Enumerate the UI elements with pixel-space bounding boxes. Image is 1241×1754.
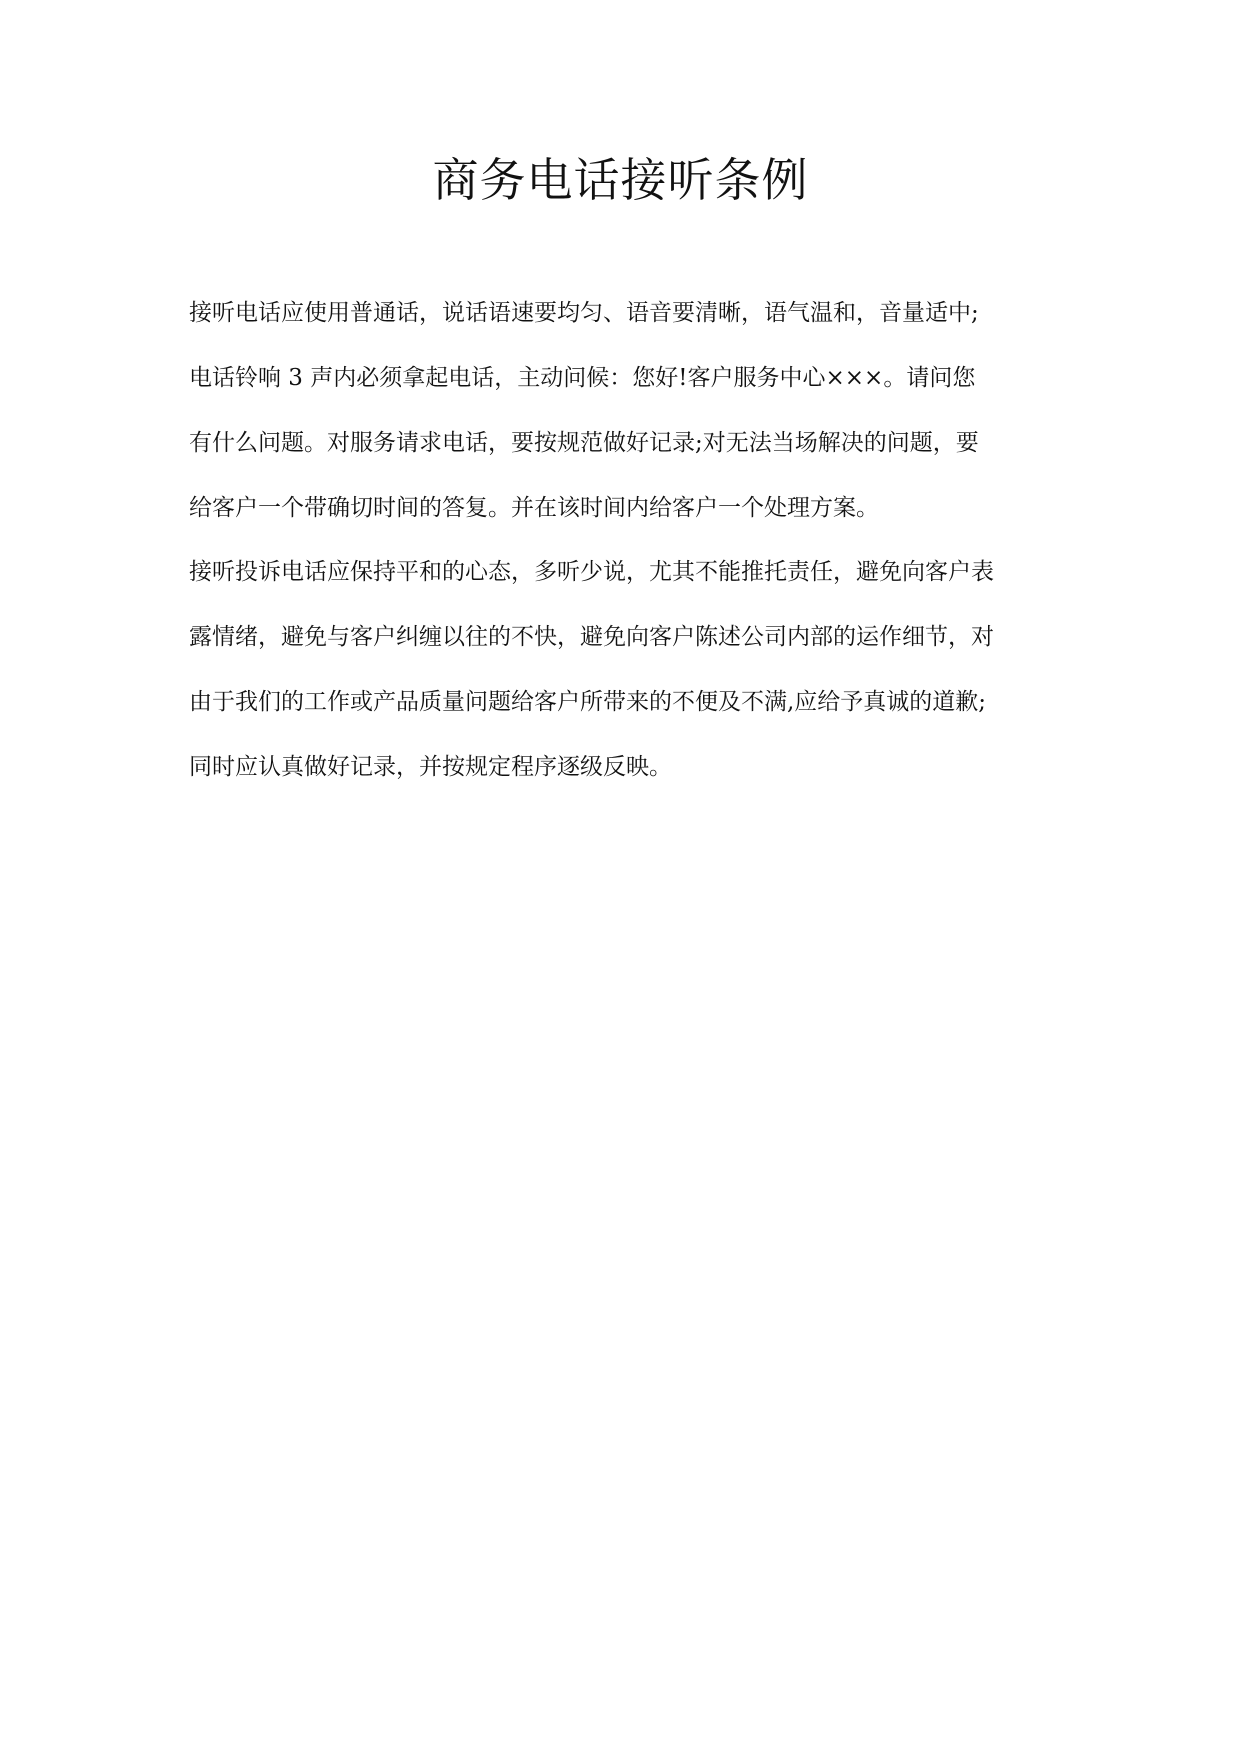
body-line-5: 接听投诉电话应保持平和的心态，多听少说，尤其不能推托责任，避免向客户表	[189, 559, 994, 585]
body-line-4: 给客户一个带确切时间的答复。并在该时间内给客户一个处理方案。	[189, 495, 879, 521]
body-line-6: 露情绪，避免与客户纠缠以往的不快，避免向客户陈述公司内部的运作细节，对	[189, 624, 994, 650]
body-line-8: 同时应认真做好记录，并按规定程序逐级反映。	[189, 754, 672, 780]
body-line-1: 接听电话应使用普通话，说话语速要均匀、语音要清晰，语气温和，音量适中;	[189, 300, 979, 326]
body-line-3: 有什么问题。对服务请求电话，要按规范做好记录;对无法当场解决的问题，要	[189, 430, 979, 456]
body-line-7: 由于我们的工作或产品质量问题给客户所带来的不便及不满,应给予真诚的道歉;	[189, 689, 987, 715]
body-line-2: 电话铃响 3 声内必须拿起电话，主动问候：您好!客户服务中心×××。请问您	[189, 365, 976, 391]
document-title: 商务电话接听条例	[432, 153, 809, 207]
